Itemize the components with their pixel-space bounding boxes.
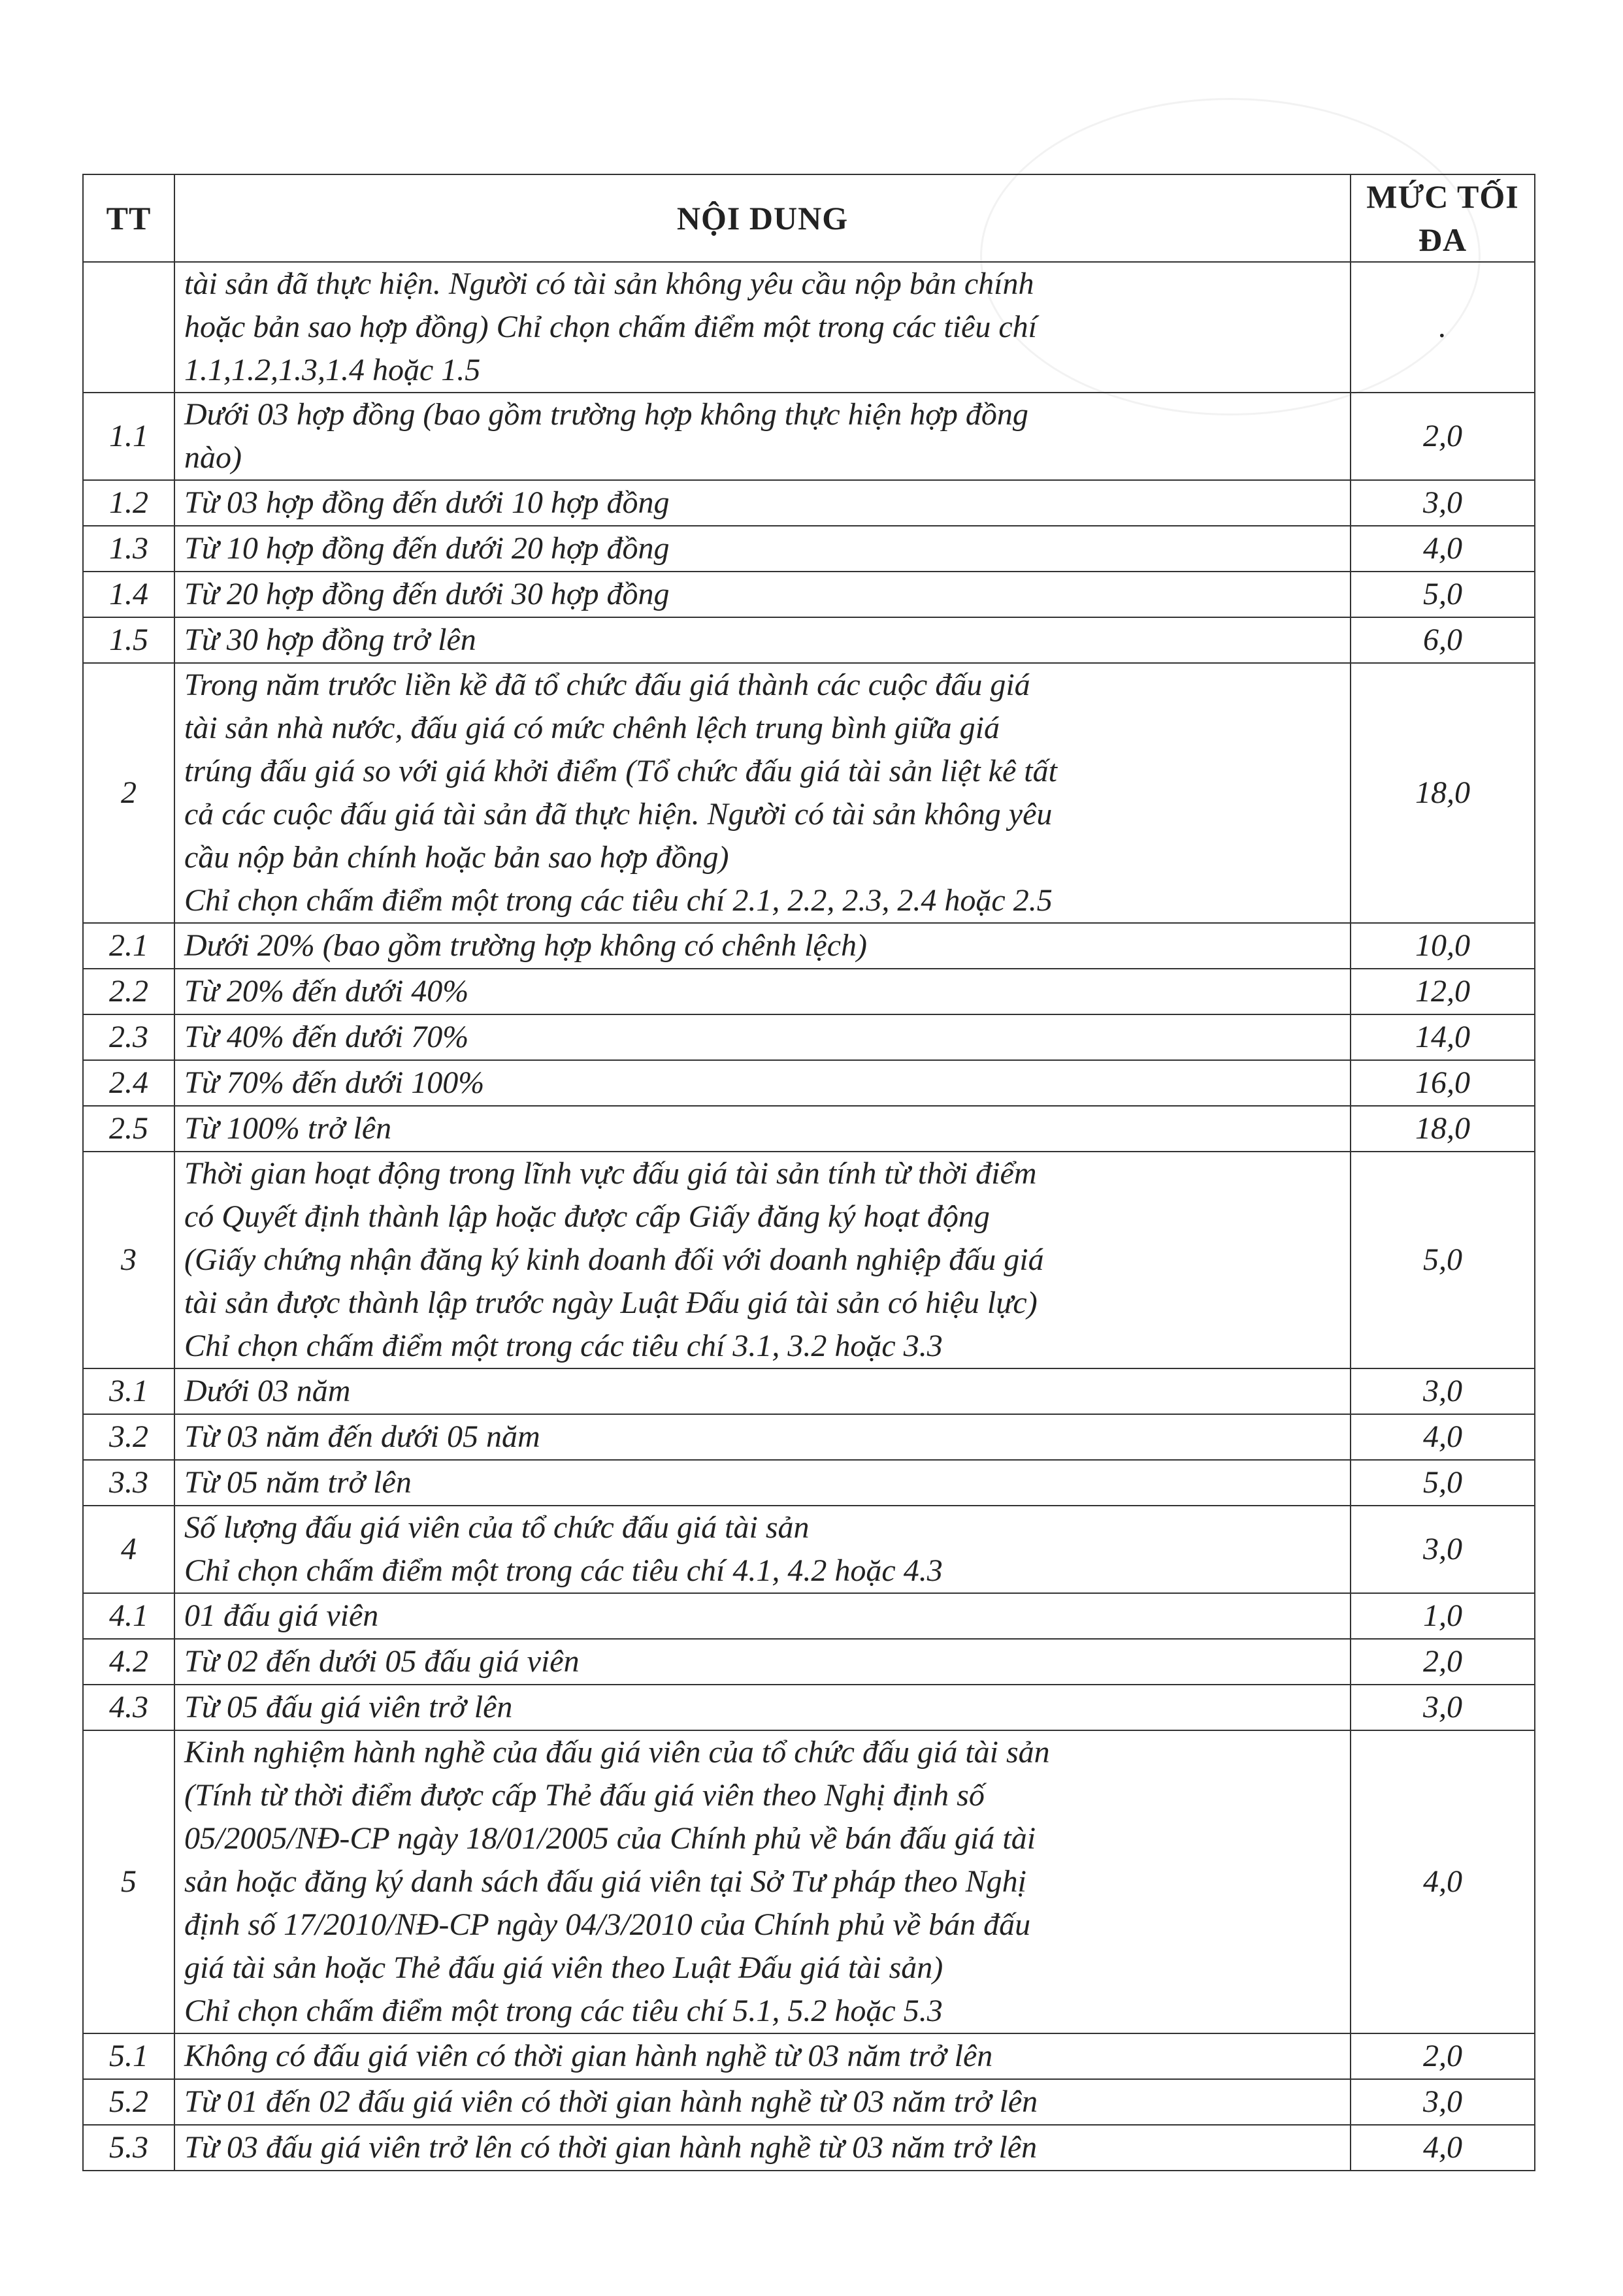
table-row xyxy=(83,480,1535,526)
row-content xyxy=(174,1639,1351,1685)
row-max-score: 3,0 xyxy=(1351,2079,1535,2125)
table-row xyxy=(83,969,1535,1014)
row-content xyxy=(174,1414,1351,1460)
content-line: Từ 70% đến dưới 100% xyxy=(184,1065,485,1100)
table-row xyxy=(83,526,1535,572)
table-row xyxy=(83,923,1535,969)
content-line: hoặc bản sao hợp đồng) Chỉ chọn chấm điểm một trong các tiêu chí xyxy=(184,310,1037,344)
row-content xyxy=(174,1106,1351,1152)
content-line: Chỉ chọn chấm điểm một trong các tiêu chí 5.1, 5.2 hoặc 5.3 xyxy=(184,1994,943,2028)
content-line: Thời gian hoạt động trong lĩnh vực đấu giá tài sản tính từ thời điểm xyxy=(184,1156,1037,1191)
table-row xyxy=(83,663,1535,923)
content-line: sản hoặc đăng ký danh sách đấu giá viên tại Sở Tư pháp theo Nghị xyxy=(184,1864,1027,1899)
content-line: 01 đấu giá viên xyxy=(184,1598,379,1633)
row-number: 2.2 xyxy=(83,969,174,1014)
content-line: cầu nộp bản chính hoặc bản sao hợp đồng) xyxy=(184,840,729,875)
content-line: trúng đấu giá so với giá khởi điểm (Tổ chức đấu giá tài sản liệt kê tất xyxy=(184,754,1057,788)
table-row xyxy=(83,617,1535,663)
row-max-score: 5,0 xyxy=(1351,572,1535,617)
row-content xyxy=(174,262,1351,393)
row-content xyxy=(174,572,1351,617)
row-number: 2.1 xyxy=(83,923,174,969)
row-number: 4 xyxy=(83,1506,174,1593)
row-number: 3.1 xyxy=(83,1368,174,1414)
content-line: cả các cuộc đấu giá tài sản đã thực hiện. Người có tài sản không yêu xyxy=(184,797,1053,832)
content-line: Từ 10 hợp đồng đến dưới 20 hợp đồng xyxy=(184,531,670,566)
content-line: Dưới 20% (bao gồm trường hợp không có chênh lệch) xyxy=(184,928,868,963)
row-max-score: 3,0 xyxy=(1351,1368,1535,1414)
row-content xyxy=(174,1506,1351,1593)
content-line: Số lượng đấu giá viên của tổ chức đấu giá tài sản xyxy=(184,1510,810,1545)
row-max-score: 16,0 xyxy=(1351,1060,1535,1106)
row-content xyxy=(174,969,1351,1014)
table-row xyxy=(83,2125,1535,2171)
row-max-score: 3,0 xyxy=(1351,1506,1535,1593)
content-line: tài sản được thành lập trước ngày Luật Đấu giá tài sản có hiệu lực) xyxy=(184,1285,1038,1320)
table-header-row xyxy=(83,174,1535,262)
row-content xyxy=(174,393,1351,480)
row-number: 4.1 xyxy=(83,1593,174,1639)
content-line: 05/2005/NĐ-CP ngày 18/01/2005 của Chính phủ về bán đấu giá tài xyxy=(184,1821,1036,1856)
row-content xyxy=(174,617,1351,663)
content-line: Chỉ chọn chấm điểm một trong các tiêu chí 3.1, 3.2 hoặc 3.3 xyxy=(184,1329,943,1363)
table-row xyxy=(83,2079,1535,2125)
table-row xyxy=(83,1730,1535,2033)
table-row xyxy=(83,2033,1535,2079)
content-line: Chỉ chọn chấm điểm một trong các tiêu chí 2.1, 2.2, 2.3, 2.4 hoặc 2.5 xyxy=(184,883,1053,918)
table-row xyxy=(83,1152,1535,1368)
content-line: Từ 20% đến dưới 40% xyxy=(184,974,469,1009)
row-max-score: 2,0 xyxy=(1351,1639,1535,1685)
row-number: 4.2 xyxy=(83,1639,174,1685)
header-max-score: MỨC TỐI ĐA xyxy=(1351,174,1535,262)
scoring-criteria-table xyxy=(82,174,1535,2171)
row-max-score: 14,0 xyxy=(1351,1014,1535,1060)
content-line: Từ 05 năm trở lên xyxy=(184,1465,412,1500)
table-row xyxy=(83,1414,1535,1460)
header-content: NỘI DUNG xyxy=(174,174,1351,262)
row-max-score: 4,0 xyxy=(1351,2125,1535,2171)
row-max-score: 1,0 xyxy=(1351,1593,1535,1639)
row-max-score: 18,0 xyxy=(1351,663,1535,923)
content-line: Kinh nghiệm hành nghề của đấu giá viên của tổ chức đấu giá tài sản xyxy=(184,1735,1050,1770)
content-line: Từ 40% đến dưới 70% xyxy=(184,1020,469,1054)
table-row xyxy=(83,262,1535,393)
row-max-score: . xyxy=(1351,262,1535,393)
row-number: 2.5 xyxy=(83,1106,174,1152)
row-number: 3 xyxy=(83,1152,174,1368)
row-max-score: 2,0 xyxy=(1351,2033,1535,2079)
row-number: 1.5 xyxy=(83,617,174,663)
row-number: 1.2 xyxy=(83,480,174,526)
table-row xyxy=(83,1106,1535,1152)
row-content xyxy=(174,2033,1351,2079)
row-max-score: 3,0 xyxy=(1351,480,1535,526)
content-line: (Tính từ thời điểm được cấp Thẻ đấu giá viên theo Nghị định số xyxy=(184,1778,985,1813)
table-row xyxy=(83,1014,1535,1060)
row-content xyxy=(174,663,1351,923)
row-max-score: 18,0 xyxy=(1351,1106,1535,1152)
table-row xyxy=(83,1639,1535,1685)
content-line: tài sản nhà nước, đấu giá có mức chênh lệch trung bình giữa giá xyxy=(184,711,1000,745)
content-line: Từ 03 đấu giá viên trở lên có thời gian hành nghề từ 03 năm trở lên xyxy=(184,2130,1038,2165)
row-number: 3.2 xyxy=(83,1414,174,1460)
table-row xyxy=(83,1368,1535,1414)
content-line: Trong năm trước liền kề đã tổ chức đấu giá thành các cuộc đấu giá xyxy=(184,668,1030,702)
content-line: Từ 03 năm đến dưới 05 năm xyxy=(184,1419,540,1454)
row-number: 5.2 xyxy=(83,2079,174,2125)
row-content xyxy=(174,2125,1351,2171)
row-content xyxy=(174,1152,1351,1368)
row-content xyxy=(174,1060,1351,1106)
table-row xyxy=(83,393,1535,480)
content-line: Từ 02 đến dưới 05 đấu giá viên xyxy=(184,1644,580,1679)
table-row xyxy=(83,1685,1535,1730)
row-number: 5 xyxy=(83,1730,174,2033)
row-max-score: 4,0 xyxy=(1351,1730,1535,2033)
row-max-score: 6,0 xyxy=(1351,617,1535,663)
row-max-score: 12,0 xyxy=(1351,969,1535,1014)
table-row xyxy=(83,1060,1535,1106)
row-max-score: 2,0 xyxy=(1351,393,1535,480)
row-number: 4.3 xyxy=(83,1685,174,1730)
row-content xyxy=(174,1730,1351,2033)
table-row xyxy=(83,1593,1535,1639)
row-content xyxy=(174,526,1351,572)
row-number: 2.3 xyxy=(83,1014,174,1060)
table-body xyxy=(83,262,1535,2171)
content-line: định số 17/2010/NĐ-CP ngày 04/3/2010 của Chính phủ về bán đấu xyxy=(184,1907,1031,1942)
table-row xyxy=(83,1460,1535,1506)
content-line: 1.1,1.2,1.3,1.4 hoặc 1.5 xyxy=(184,353,481,387)
row-number: 3.3 xyxy=(83,1460,174,1506)
row-number: 2 xyxy=(83,663,174,923)
content-line: Từ 30 hợp đồng trở lên xyxy=(184,623,476,657)
row-number: 1.3 xyxy=(83,526,174,572)
row-content xyxy=(174,1368,1351,1414)
row-content xyxy=(174,1014,1351,1060)
row-number: 5.3 xyxy=(83,2125,174,2171)
content-line: tài sản đã thực hiện. Người có tài sản không yêu cầu nộp bản chính xyxy=(184,267,1034,301)
row-number xyxy=(83,262,174,393)
content-line: giá tài sản hoặc Thẻ đấu giá viên theo Luật Đấu giá tài sản) xyxy=(184,1950,943,1985)
content-line: Dưới 03 hợp đồng (bao gồm trường hợp không thực hiện hợp đồng xyxy=(184,397,1028,432)
row-content xyxy=(174,923,1351,969)
row-max-score: 4,0 xyxy=(1351,1414,1535,1460)
row-number: 5.1 xyxy=(83,2033,174,2079)
content-line: Không có đấu giá viên có thời gian hành nghề từ 03 năm trở lên xyxy=(184,2039,993,2073)
content-line: Từ 03 hợp đồng đến dưới 10 hợp đồng xyxy=(184,485,670,520)
content-line: nào) xyxy=(184,440,242,475)
content-line: (Giấy chứng nhận đăng ký kinh doanh đối với doanh nghiệp đấu giá xyxy=(184,1242,1044,1277)
content-line: Dưới 03 năm xyxy=(184,1374,351,1408)
row-content xyxy=(174,2079,1351,2125)
row-max-score: 5,0 xyxy=(1351,1152,1535,1368)
row-max-score: 10,0 xyxy=(1351,923,1535,969)
row-content xyxy=(174,1685,1351,1730)
content-line: Từ 01 đến 02 đấu giá viên có thời gian hành nghề từ 03 năm trở lên xyxy=(184,2084,1038,2119)
row-content xyxy=(174,480,1351,526)
content-line: Từ 20 hợp đồng đến dưới 30 hợp đồng xyxy=(184,577,670,611)
content-line: có Quyết định thành lập hoặc được cấp Giấy đăng ký hoạt động xyxy=(184,1199,990,1234)
row-content xyxy=(174,1460,1351,1506)
content-line: Chỉ chọn chấm điểm một trong các tiêu chí 4.1, 4.2 hoặc 4.3 xyxy=(184,1553,943,1588)
row-content xyxy=(174,1593,1351,1639)
row-number: 1.1 xyxy=(83,393,174,480)
row-number: 2.4 xyxy=(83,1060,174,1106)
row-max-score: 3,0 xyxy=(1351,1685,1535,1730)
table-row xyxy=(83,572,1535,617)
content-line: Từ 100% trở lên xyxy=(184,1111,392,1146)
header-tt: TT xyxy=(83,174,174,262)
row-max-score: 5,0 xyxy=(1351,1460,1535,1506)
table-row xyxy=(83,1506,1535,1593)
row-number: 1.4 xyxy=(83,572,174,617)
row-max-score: 4,0 xyxy=(1351,526,1535,572)
content-line: Từ 05 đấu giá viên trở lên xyxy=(184,1690,513,1724)
